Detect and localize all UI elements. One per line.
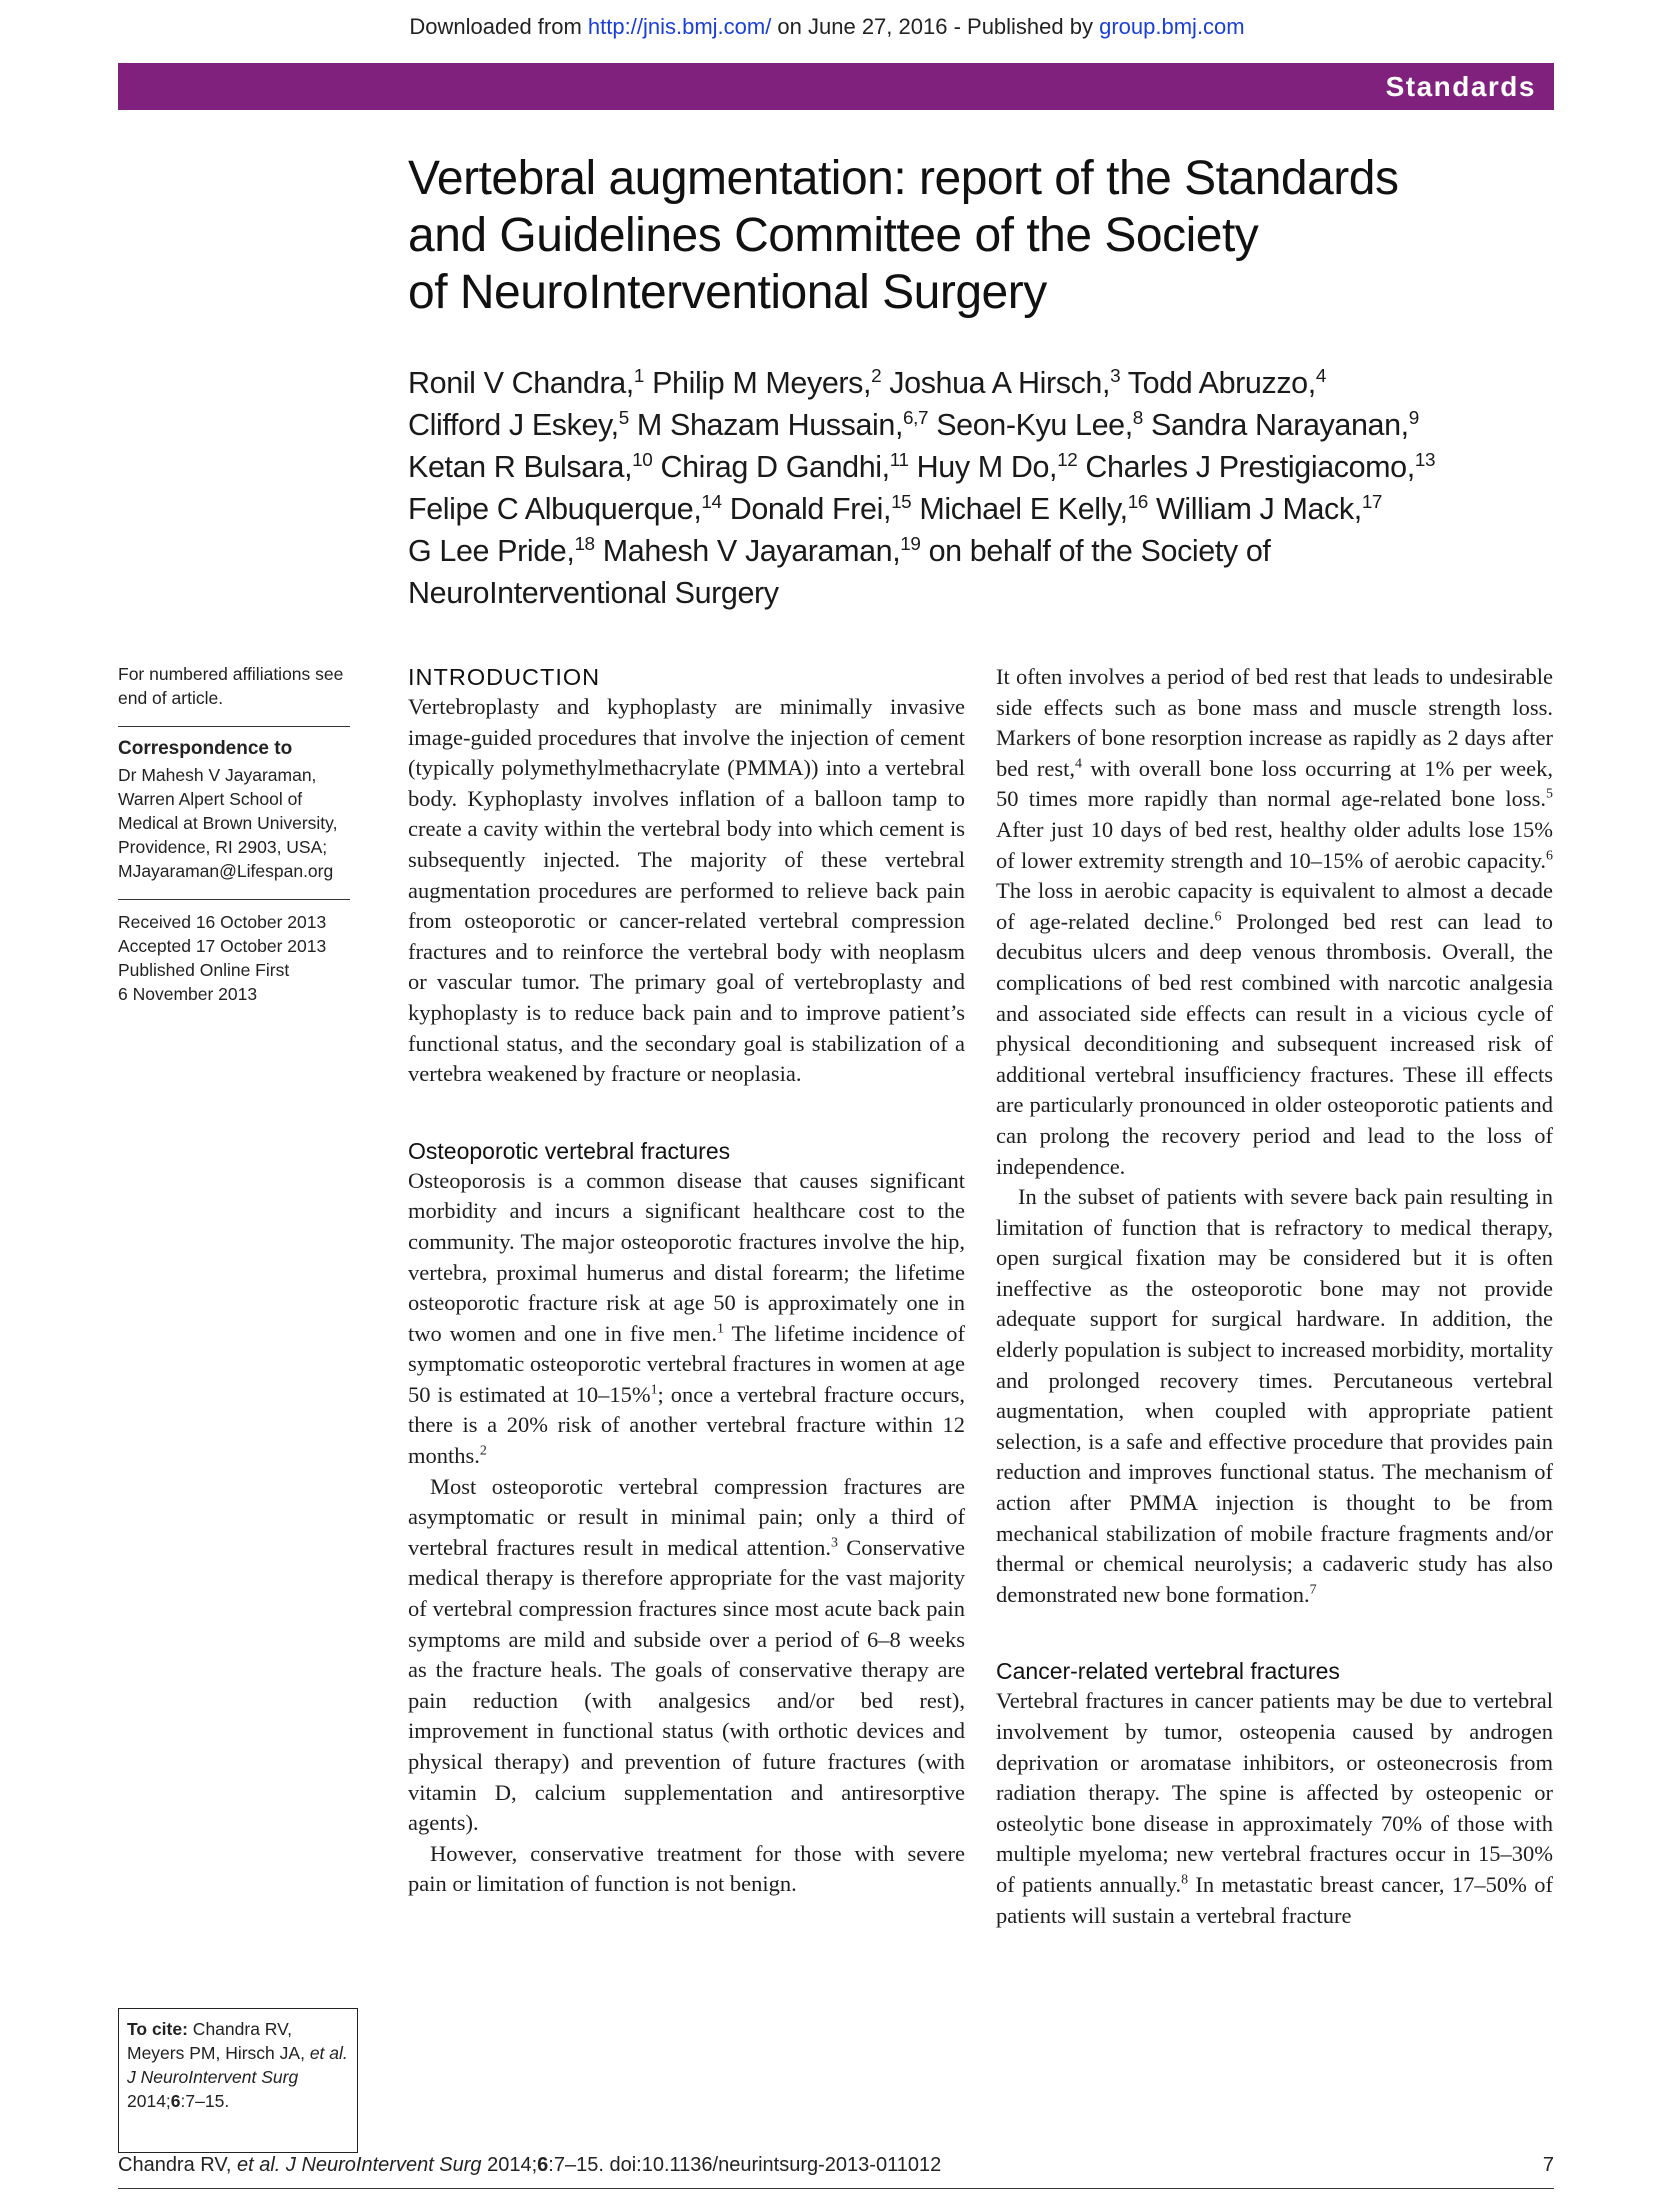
download-prefix: Downloaded from xyxy=(409,14,588,39)
citation-box xyxy=(118,2008,358,2153)
cite-volume: 6 xyxy=(170,2091,181,2111)
sidebar-divider xyxy=(118,899,350,900)
author-line xyxy=(408,530,1548,572)
author-name: William J Mack, xyxy=(1147,492,1362,526)
introduction-paragraph: Vertebroplasty and kyphoplasty are minimally invasive image-guided procedures that involve the injection of cement (typically polymethylmethacrylate (PMMA)) into a vertebral body. Kyphoplasty involves inflation of a balloon tamp to create a cavity within the vertebral body into which cement is subsequently injected. The majority of these vertebral augmentation procedures are performed to relieve back pain from osteoporotic or cancer-related vertebral compression fractures and to reinforce the vertebral body with neoplasm or vascular tumor. The primary goal of vertebroplasty and kyphoplasty is to reduce back pain and to improve patient’s functional status, and the secondary goal is stabilization of a vertebra weakened by fracture or neoplasia. xyxy=(408,694,965,1087)
reference-ref[interactable]: 7 xyxy=(1309,1582,1317,1598)
footer-volume: 6 xyxy=(537,2154,549,2176)
paragraph-text: Conservative medical therapy is therefore appropriate for the vast majority of vertebral compression fractures since most acute back pain symptoms are mild and subside over a period of 6–8 weeks as the fracture heals. The goals of conservative therapy are pain reduction (with analgesics and/or bed rest), improvement in functional status (with orthotic devices and physical therapy) and prevention of future fractures (with vitamin D, calcium supplementation and antiresorptive agents). xyxy=(408,1534,966,1836)
sidebar-text: Medical at Brown University, xyxy=(118,813,338,833)
title-line: of NeuroInterventional Surgery xyxy=(408,266,1047,319)
title-line: Vertebral augmentation: report of the Standards xyxy=(408,152,1399,205)
affiliation-ref: 17 xyxy=(1361,491,1383,513)
paragraph-text: Most osteoporotic vertebral compression fractures are asymptomatic or result in minimal pain; only a third of vertebral fractures result in medical attention. xyxy=(408,1473,965,1560)
paragraph-text: In metastatic breast cancer, 17–50% of patients will sustain a vertebral fracture xyxy=(996,1871,1553,1928)
cancer-heading: Cancer-related vertebral fractures xyxy=(996,1658,1340,1685)
title-line: and Guidelines Committee of the Society xyxy=(408,209,1259,262)
author-name: Philip M Meyers, xyxy=(644,366,872,400)
affiliation-ref: 19 xyxy=(900,533,921,555)
author-name: Seon-Kyu Lee, xyxy=(928,408,1133,442)
author-name: Clifford J Eskey, xyxy=(408,408,619,442)
published-date: 6 November 2013 xyxy=(118,984,258,1004)
correspondence-heading: Correspondence to xyxy=(118,738,293,759)
author-name: M Shazam Hussain, xyxy=(628,408,904,442)
correspondence-block xyxy=(118,737,368,883)
author-name: Ronil V Chandra, xyxy=(408,366,634,400)
reference-ref[interactable]: 6 xyxy=(1214,909,1222,925)
author-name: Todd Abruzzo, xyxy=(1120,366,1316,400)
author-text: on behalf of the Society of xyxy=(920,534,1271,568)
bmj-group-link[interactable]: group.bmj.com xyxy=(1099,14,1245,39)
affiliation-ref: 1 xyxy=(633,365,644,387)
section-banner xyxy=(118,63,1554,110)
paragraph-text: The loss in aerobic capacity is equivalent to almost a decade of age-related decline. xyxy=(996,878,1553,934)
paragraph-text: ; once a vertebral fracture occurs, there is a 20% risk of another vertebral fracture within 12 months. xyxy=(408,1381,965,1469)
footer-citation xyxy=(118,2154,941,2177)
affiliation-ref: 5 xyxy=(618,407,629,429)
author-name: Mahesh V Jayaraman, xyxy=(594,534,901,568)
author-name: Michael E Kelly, xyxy=(911,492,1128,526)
affiliation-ref: 2 xyxy=(871,365,882,387)
cite-line xyxy=(127,2089,349,2113)
author-name: Charles J Prestigiacomo, xyxy=(1077,450,1415,484)
reference-ref[interactable]: 8 xyxy=(1181,1872,1189,1888)
download-notice xyxy=(0,14,1654,40)
author-text: NeuroInterventional Surgery xyxy=(408,576,779,610)
section-label: Standards xyxy=(1385,71,1536,102)
sidebar-divider xyxy=(118,726,350,727)
sidebar-text: Dr Mahesh V Jayaraman, xyxy=(118,765,317,785)
affiliation-ref: 15 xyxy=(891,491,912,513)
osteoporotic-heading: Osteoporotic vertebral fractures xyxy=(408,1137,731,1164)
cite-pages: :7–15. xyxy=(180,2091,230,2111)
cite-line xyxy=(127,2065,349,2089)
footer-journal: et al. J NeuroIntervent Surg xyxy=(236,2154,482,2176)
correspondence-email[interactable]: MJayaraman@Lifespan.org xyxy=(118,861,334,881)
body-column-left xyxy=(408,662,965,1900)
affiliation-ref: 8 xyxy=(1132,407,1143,429)
osteoporotic-paragraph-1 xyxy=(408,1166,965,1472)
footer-text: Chandra RV, xyxy=(118,2154,237,2176)
author-name: Donald Frei, xyxy=(721,492,892,526)
footer-rule xyxy=(118,2188,1554,2189)
article-history xyxy=(118,910,368,1006)
author-name: Sandra Narayanan, xyxy=(1142,408,1409,442)
cite-text: Chandra RV, xyxy=(187,2019,293,2039)
published-online-label: Published Online First xyxy=(118,960,290,980)
author-name: Chirag D Gandhi, xyxy=(652,450,890,484)
reference-ref[interactable]: 6 xyxy=(1546,848,1553,864)
page-number: 7 xyxy=(1542,2154,1554,2176)
article-sidebar xyxy=(118,662,368,1022)
paragraph-text: with overall bone loss occurring at 1% per week, 50 times more rapidly than normal age-related bone loss. xyxy=(996,755,1553,812)
reference-ref[interactable]: 1 xyxy=(717,1321,725,1337)
accepted-date: Accepted 17 October 2013 xyxy=(118,936,327,956)
author-list xyxy=(408,362,1548,614)
paragraph-text: The lifetime incidence of symptomatic osteoporotic vertebral fractures in women at age 50 is estimated at 10–15% xyxy=(408,1320,965,1407)
article-title xyxy=(408,150,1548,321)
cite-year: 2014; xyxy=(127,2091,171,2111)
cite-label: To cite: xyxy=(127,2019,188,2039)
paragraph-text: Vertebral fractures in cancer patients may be due to vertebral involvement by tumor, osteopenia caused by androgen deprivation or aromatase inhibitors, or osteonecrosis from radiation therapy. The spine is affected by osteopenic or osteolytic bone disease in approximately 70% of those with multiple myeloma; new vertebral fractures occur in 15–30% of patients annually. xyxy=(996,1688,1553,1897)
received-date: Received 16 October 2013 xyxy=(118,912,327,932)
author-name: G Lee Pride, xyxy=(408,534,575,568)
download-middle: on June 27, 2016 - Published by xyxy=(771,14,1100,39)
affiliation-ref: 9 xyxy=(1408,407,1419,429)
author-line xyxy=(408,362,1548,404)
osteoporotic-paragraph-3: However, conservative treatment for those with severe pain or limitation of function is not benign. xyxy=(408,1840,965,1897)
bed-rest-paragraph xyxy=(996,662,1553,1182)
author-line xyxy=(408,572,1548,614)
affiliations-note xyxy=(118,662,368,710)
author-name: Joshua A Hirsch, xyxy=(881,366,1111,400)
author-name: Ketan R Bulsara, xyxy=(408,450,633,484)
sidebar-text: For numbered affiliations see xyxy=(118,664,344,684)
affiliation-ref: 10 xyxy=(632,449,653,471)
cite-text: Meyers PM, Hirsch JA, xyxy=(127,2043,310,2063)
affiliation-ref: 11 xyxy=(889,449,909,471)
sidebar-text: end of article. xyxy=(118,688,224,708)
affiliation-ref: 12 xyxy=(1057,449,1078,471)
cite-line xyxy=(127,2017,349,2041)
augmentation-paragraph xyxy=(996,1182,1553,1610)
paragraph-text: It often involves a period of bed rest that leads to undesirable side effects such as bone mass and muscle strength loss. Markers of bone resorption increase as rapidly as 2 days after bed rest, xyxy=(996,664,1553,781)
author-line xyxy=(408,446,1548,488)
reference-ref[interactable]: 1 xyxy=(650,1382,658,1398)
affiliation-ref: 18 xyxy=(574,533,595,555)
paragraph-text: In the subset of patients with severe back pain resulting in limitation of function that is refractory to medical therapy, open surgical fixation may be considered but it is often ineffective as the osteoporotic bone may not provide adequate support for surgical hardware. In addition, the elderly population is subject to increased morbidity, mortality and prolonged recovery times. Percutaneous vertebral augmentation, when coupled with appropriate patient selection, is a safe and effective procedure that provides pain reduction and improves functional status. The mechanism of action after PMMA injection is thought to be from mechanical stabilization of mobile fracture fragments and/or thermal or chemical neurolysis; a cadaveric study has also demonstrated new bone formation. xyxy=(996,1184,1553,1607)
affiliation-ref: 13 xyxy=(1414,449,1436,471)
paragraph-text: Prolonged bed rest can lead to decubitus ulcers and deep venous thrombosis. Overall, the complications of bed rest combined with narcotic analgesia and associated side effects can result in a vicious cycle of physical deconditioning and subsequent increased risk of additional vertebral insufficiency fractures. These ill effects are particularly pronounced in older osteoporotic patients and can prolong the recovery period and lead to the loss of independence. xyxy=(996,908,1553,1179)
paragraph-text: After just 10 days of bed rest, healthy older adults lose 15% of lower extremity strength and 10–15% of aerobic capacity. xyxy=(996,816,1553,873)
affiliation-ref: 16 xyxy=(1127,491,1148,513)
cite-etal: et al. xyxy=(309,2043,348,2063)
body-column-right xyxy=(996,662,1553,1931)
affiliation-ref: 14 xyxy=(701,491,722,513)
author-line xyxy=(408,488,1548,530)
reference-ref[interactable]: 2 xyxy=(479,1443,487,1459)
cancer-paragraph xyxy=(996,1686,1553,1931)
paragraph-text: Osteoporosis is a common disease that causes significant morbidity and incurs a significant healthcare cost to the community. The major osteoporotic fractures involve the hip, vertebra, proximal humerus and distal forearm; the lifetime osteoporotic fracture risk at age 50 is approximately one in two women and one in five men. xyxy=(408,1167,965,1346)
cite-line xyxy=(127,2041,349,2065)
introduction-heading: INTRODUCTION xyxy=(408,664,601,690)
reference-ref[interactable]: 5 xyxy=(1546,786,1553,802)
jnis-link[interactable]: http://jnis.bmj.com/ xyxy=(587,14,772,39)
author-line xyxy=(408,404,1548,446)
footer-doi: :7–15. doi:10.1136/neurintsurg-2013-011012 xyxy=(548,2154,942,2176)
author-name: Felipe C Albuquerque, xyxy=(408,492,702,526)
author-name: Huy M Do, xyxy=(908,450,1058,484)
reference-ref[interactable]: 3 xyxy=(831,1535,839,1551)
footer-text: 2014; xyxy=(481,2154,538,2176)
osteoporotic-paragraph-2 xyxy=(408,1472,965,1839)
reference-ref[interactable]: 4 xyxy=(1075,756,1082,772)
sidebar-text: Providence, RI 2903, USA; xyxy=(118,837,328,857)
sidebar-text: Warren Alpert School of xyxy=(118,789,303,809)
affiliation-ref: 4 xyxy=(1315,365,1326,387)
affiliation-ref: 3 xyxy=(1110,365,1121,387)
cite-journal: J NeuroIntervent Surg xyxy=(127,2067,299,2087)
affiliation-ref: 6,7 xyxy=(903,407,929,429)
